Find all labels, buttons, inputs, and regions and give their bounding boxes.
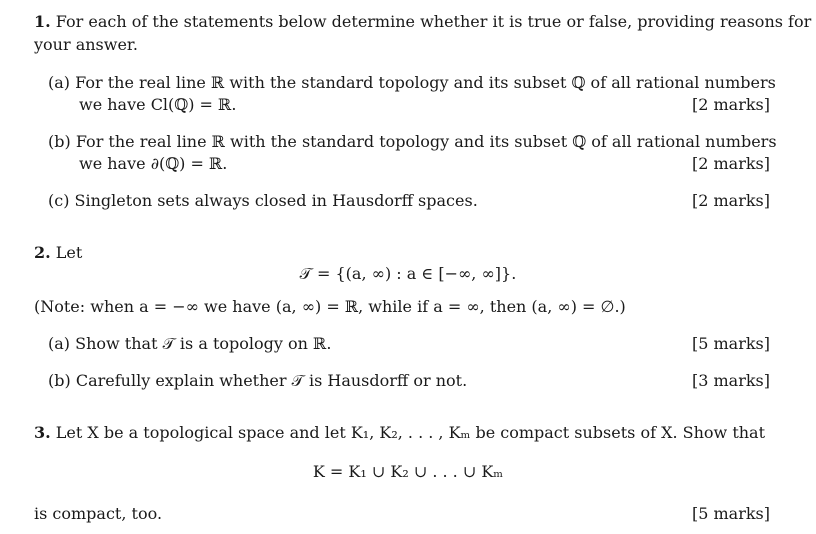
q1b-text1: For the real line ℝ with the standard topology and its subset ℚ of all rational numbers (75, 132, 777, 151)
q3-text: Let X be a topological space and let K₁, K₂, . . . , Kₘ be compact subsets of X. Show that (55, 423, 766, 442)
q1c-marks: [2 marks] (691, 191, 770, 210)
q1b-line1 (48, 132, 777, 152)
q1b-marks: [2 marks] (691, 154, 770, 173)
q2-intro-text: Let (55, 243, 83, 262)
q2-number: 2. (34, 243, 51, 262)
q1-intro-text1: For each of the statements below determine whether it is true or false, providing reasons for (55, 12, 812, 31)
q2a-label: (a) (48, 334, 71, 353)
q1a-marks: [2 marks] (691, 95, 770, 114)
q3-marks: [5 marks] (691, 504, 770, 523)
q1c-text: Singleton sets always closed in Hausdorff spaces. (74, 191, 478, 210)
q1c-line (48, 191, 478, 211)
q3-number: 3. (34, 423, 51, 442)
q1c-label: (c) (48, 191, 70, 210)
q1b-label: (b) (48, 132, 71, 151)
q2a-marks: [5 marks] (691, 334, 770, 353)
q1a-label: (a) (48, 73, 71, 92)
q1-number: 1. (34, 12, 51, 31)
q2-intro (34, 243, 82, 263)
q1a-line2: we have Cl(ℚ) = ℝ. (79, 95, 237, 114)
q1-intro-line1 (34, 12, 811, 32)
q2a-line (48, 334, 331, 354)
q2b-line (48, 371, 467, 391)
q2-formula: 𝒯 = {(a, ∞) : a ∈ [−∞, ∞]}. (299, 264, 517, 283)
q2b-marks: [3 marks] (691, 371, 770, 390)
q2a-text: Show that 𝒯 is a topology on ℝ. (75, 334, 332, 353)
q1b-line2: we have ∂(ℚ) = ℝ. (79, 154, 228, 173)
q2b-label: (b) (48, 371, 71, 390)
q2-note: (Note: when a = −∞ we have (a, ∞) = ℝ, while if a = ∞, then (a, ∞) = ∅.) (34, 297, 626, 316)
q1-intro-line2: your answer. (34, 35, 138, 54)
q3-conclusion: is compact, too. (34, 504, 163, 523)
q1a-text1: For the real line ℝ with the standard topology and its subset ℚ of all rational numbers (75, 73, 776, 92)
q1a-line1 (48, 73, 776, 93)
q2b-text: Carefully explain whether 𝒯 is Hausdorff or not. (75, 371, 468, 390)
q3-line1 (34, 423, 765, 443)
q3-formula: K = K₁ ∪ K₂ ∪ . . . ∪ Kₘ (312, 462, 504, 481)
